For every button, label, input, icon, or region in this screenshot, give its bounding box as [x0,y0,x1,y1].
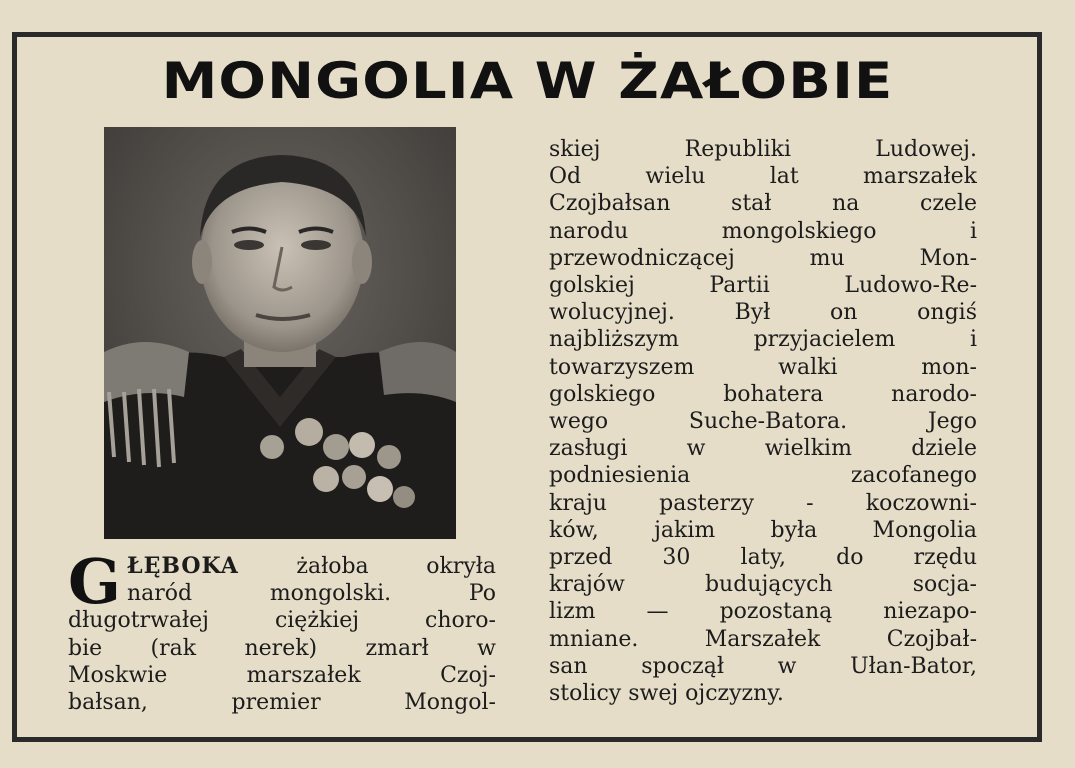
article-line: skiej Republiki Ludowej. [549,137,977,162]
article-line: podniesienia zacofanego [549,463,977,489]
article-line: narodu mongolskiego i [549,218,977,244]
article-line: przed 30 laty, do rzędu [549,545,977,571]
article-line: wego Suche-Batora. Jego [549,409,977,435]
article-line: wolucyjnej. Był on ongiś [549,300,977,326]
article-line: długotrwałej ciężkiej choro- [68,608,496,634]
article-line-text: żałoba okryła [238,554,496,579]
article-line: Czojbałsan stał na czele [549,191,977,217]
article-column-right [549,136,977,707]
portrait-icon [104,127,456,539]
article-line-text: naród mongolski. Po [126,581,496,607]
article-line: san spoczął w Ułan-Bator, [549,653,977,679]
article-line: bie (rak nerek) zmarł w [68,635,496,661]
article-line: golskiej Partii Ludowo-Re- [549,273,977,299]
article-line: ków, jakim była Mongolia [549,517,977,543]
article-title: MONGOLIA W ŻAŁOBIE [161,52,894,110]
article-line: lizm — pozostaną niezapo- [549,599,977,625]
lead-word: ŁĘBOKA [126,553,239,579]
article-line [68,553,496,580]
article-line: Moskwie marszałek Czoj- [68,662,496,688]
article-line: stolicy swej ojczyzny. [549,681,784,707]
drop-cap: G [68,545,121,618]
article-line: Od wielu lat marszałek [549,164,977,190]
article-line: przewodniczącej mu Mon- [549,245,977,271]
article-line: zasługi w wielkim dziele [549,436,977,462]
article-line: towarzyszem walki mon- [549,354,977,380]
article-line: kraju pasterzy - koczowni- [549,490,977,516]
article-line: bałsan, premier Mongol- [68,690,496,716]
article-line: golskiego bohatera narodo- [549,381,977,407]
article-column-left [68,545,496,716]
article-line: krajów budujących socja- [549,572,977,598]
portrait-photo [104,127,456,539]
article-line: najbliższym przyjacielem i [549,327,977,353]
article-line [68,580,496,607]
article-line: mniane. Marszałek Czojbał- [549,626,977,652]
